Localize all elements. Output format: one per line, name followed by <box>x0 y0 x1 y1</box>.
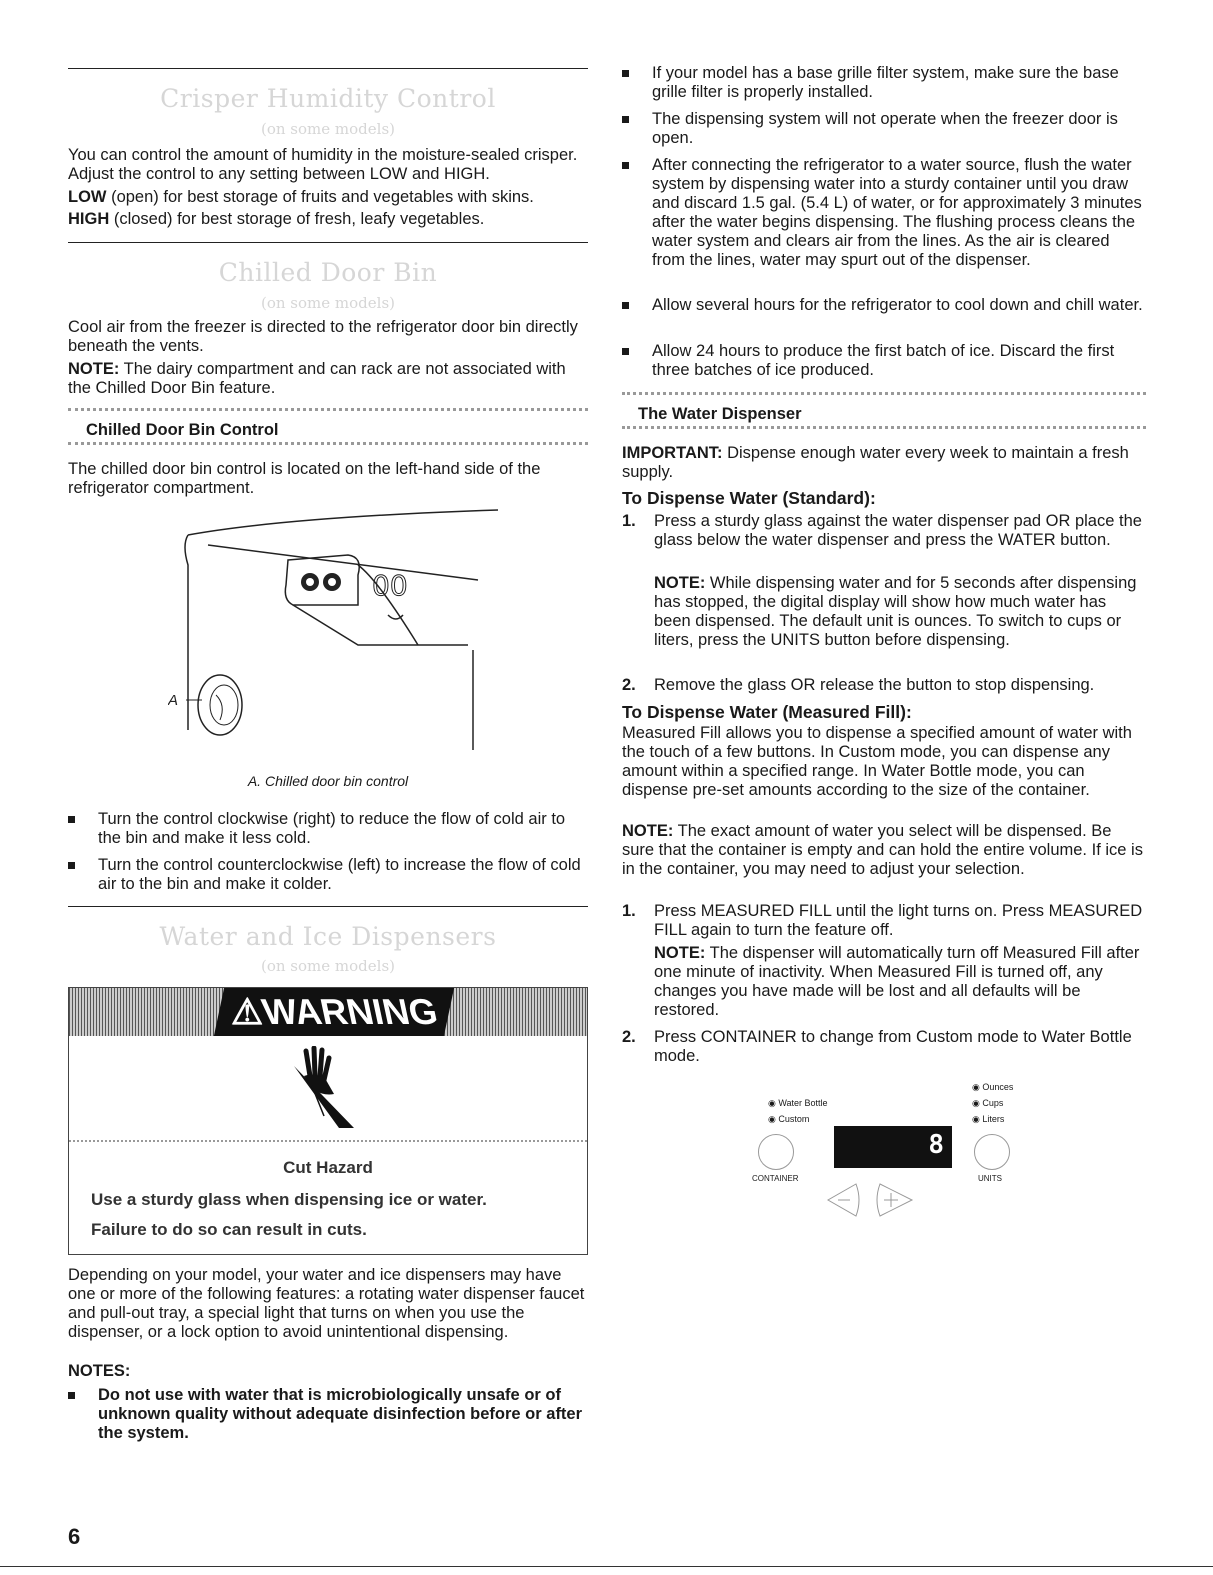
hazard-line-1: Use a sturdy glass when dispensing ice or water. <box>91 1190 487 1209</box>
section-subtitle: (on some models) <box>261 294 395 312</box>
chilled-paragraph: Cool air from the freezer is directed to the refrigerator door bin directly beneath the vents. <box>68 318 578 355</box>
dispensers-intro: Depending on your model, your water and ice dispensers may have one or more of the following features: a rotating water dispenser faucet and pull-out tray, a special light that turns on when you use the dispenser, or a lock option to avoid unintentional dispensing. <box>68 1266 585 1341</box>
dotted-rule <box>68 442 588 445</box>
crisper-paragraph: You can control the amount of humidity in the moisture-sealed crisper. Adjust the control to any setting between LOW and HIGH. <box>68 146 578 183</box>
page-bottom-rule <box>0 1566 1213 1567</box>
section-rule <box>68 242 588 243</box>
dial-control <box>186 675 242 735</box>
bullet-icon <box>622 70 629 77</box>
high-text: (closed) for best storage of fresh, leafy vegetables. <box>109 210 485 228</box>
bullet-icon <box>622 348 629 355</box>
bullet-icon <box>622 116 629 123</box>
section-subtitle: (on some models) <box>261 957 395 975</box>
list-item: Allow several hours for the refrigerator to cool down and chill water. <box>622 296 1146 315</box>
section-rule <box>68 68 588 69</box>
chilled-control-heading: Chilled Door Bin Control <box>86 421 279 439</box>
warning-label: ⚠WARNING <box>214 988 454 1036</box>
section-title-crisper: Crisper Humidity Control <box>160 84 496 113</box>
chilled-control-paragraph: The chilled door bin control is located on the left-hand side of the refrigerator compartment. <box>68 460 541 497</box>
list-item: Turn the control counterclockwise (left) to increase the flow of cold air to the bin and make it colder. <box>68 856 588 894</box>
figure-callout: A <box>168 692 179 709</box>
crisper-high <box>68 210 588 229</box>
note-text: The dairy compartment and can rack are not associated with the Chilled Door Bin feature. <box>68 360 566 397</box>
figure-caption: A. Chilled door bin control <box>247 773 409 789</box>
bullet-icon <box>622 302 629 309</box>
measured-step-1: 1. Press MEASURED FILL until the light turns on. Press MEASURED FILL again to turn the feature off. <box>622 902 1143 939</box>
water-dispenser-heading: The Water Dispenser <box>638 405 802 423</box>
step-2: 2. Remove the glass OR release the button to stop dispensing. <box>622 676 1095 694</box>
measured-heading: To Dispense Water (Measured Fill): <box>622 702 912 722</box>
list-item: The dispensing system will not operate when the freezer door is open. <box>622 110 1146 148</box>
units-button <box>974 1134 1010 1170</box>
dotted-rule <box>622 392 1146 395</box>
warning-band <box>69 988 587 1036</box>
dotted-rule <box>68 408 588 411</box>
ounces-indicator: ◉ Ounces <box>972 1082 1014 1092</box>
section-title-chilled: Chilled Door Bin <box>218 258 438 287</box>
liters-indicator: ◉ Liters <box>972 1114 1005 1124</box>
measured-note: NOTE: The exact amount of water you select will be dispensed. Be sure that the container is empty and can hold the entire volume. If ice is in the container, you may need to adjust your selection. <box>622 822 1143 878</box>
measured-step-2: 2. Press CONTAINER to change from Custom mode to Water Bottle mode. <box>622 1028 1132 1065</box>
page-number: 6 <box>68 1524 81 1549</box>
step-1: 1. Press a sturdy glass against the water dispenser pad OR place the glass below the water dispenser and press the WATER button. <box>622 512 1142 549</box>
bullet-icon <box>68 862 75 869</box>
section-subtitle: (on some models) <box>261 120 395 138</box>
high-label: HIGH <box>68 210 110 228</box>
measured-step-1-note: NOTE: The dispenser will automatically turn off Measured Fill after one minute of inactivity. When Measured Fill is turned off, any changes you have made will be lost and all defaults will be restored. <box>654 944 1140 1019</box>
cut-hazard-icon <box>284 1046 364 1132</box>
list-item: After connecting the refrigerator to a water source, flush the water system by dispensing water into a sturdy container until you draw and discard 1.5 gal. (5.4 L) of water, or for approximately 3 minutes after the water begins dispensing. The flushing process cleans the water system and clears air from the lines. As the air is cleared from the lines, water may spurt out of the dispenser. <box>622 156 1146 270</box>
section-title-dispensers: Water and Ice Dispensers <box>159 922 497 951</box>
custom-indicator: ◉ Custom <box>768 1114 810 1124</box>
low-label: LOW <box>68 188 107 206</box>
container-button <box>758 1134 794 1170</box>
measured-paragraph: Measured Fill allows you to dispense a specified amount of water with the touch of a few buttons. In Custom mode, you can dispense any amount within a specified range. In Water Bottle mode, you can dispense pre-set amounts according to the size of the container. <box>622 724 1132 799</box>
section-rule <box>68 906 588 907</box>
warning-box <box>68 987 588 1255</box>
crisper-low <box>68 188 588 207</box>
bullet-icon <box>68 816 75 823</box>
decrease-increase-buttons <box>822 1178 932 1222</box>
standard-heading: To Dispense Water (Standard): <box>622 488 876 508</box>
step-1-note: NOTE: While dispensing water and for 5 seconds after dispensing has stopped, the digital display will show how much water has been dispensed. The default unit is ounces. To switch to cups or liters, press the UNITS button before dispensing. <box>654 574 1137 649</box>
note-label: NOTE: <box>68 360 120 378</box>
digital-display: 8 <box>834 1126 952 1168</box>
water-bottle-indicator: ◉ Water Bottle <box>768 1098 828 1108</box>
svg-text:00: 00 <box>372 569 408 602</box>
vent-knobs <box>301 569 408 602</box>
low-text: (open) for best storage of fruits and vegetables with skins. <box>106 188 534 206</box>
list-item: Do not use with water that is microbiologically unsafe or of unknown quality without adequate disinfection before or after the system. <box>68 1386 588 1443</box>
hazard-title: Cut Hazard <box>283 1158 373 1177</box>
bullet-icon <box>68 1392 75 1399</box>
list-item: Turn the control clockwise (right) to reduce the flow of cold air to the bin and make it less cold. <box>68 810 588 848</box>
dispenser-control-panel <box>752 1080 1052 1230</box>
hazard-line-2: Failure to do so can result in cuts. <box>91 1220 367 1239</box>
units-label: UNITS <box>978 1174 1002 1183</box>
list-item: If your model has a base grille filter system, make sure the base grille filter is properly installed. <box>622 64 1146 102</box>
chilled-note <box>68 360 588 398</box>
notes-label: NOTES: <box>68 1362 131 1380</box>
list-item: Allow 24 hours to produce the first batch of ice. Discard the first three batches of ice produced. <box>622 342 1146 380</box>
bullet-icon <box>622 162 629 169</box>
chilled-door-bin-figure <box>168 505 588 765</box>
dotted-rule <box>622 426 1146 429</box>
container-label: CONTAINER <box>752 1174 799 1183</box>
important-paragraph: IMPORTANT: Dispense enough water every week to maintain a fresh supply. <box>622 444 1129 481</box>
cups-indicator: ◉ Cups <box>972 1098 1004 1108</box>
